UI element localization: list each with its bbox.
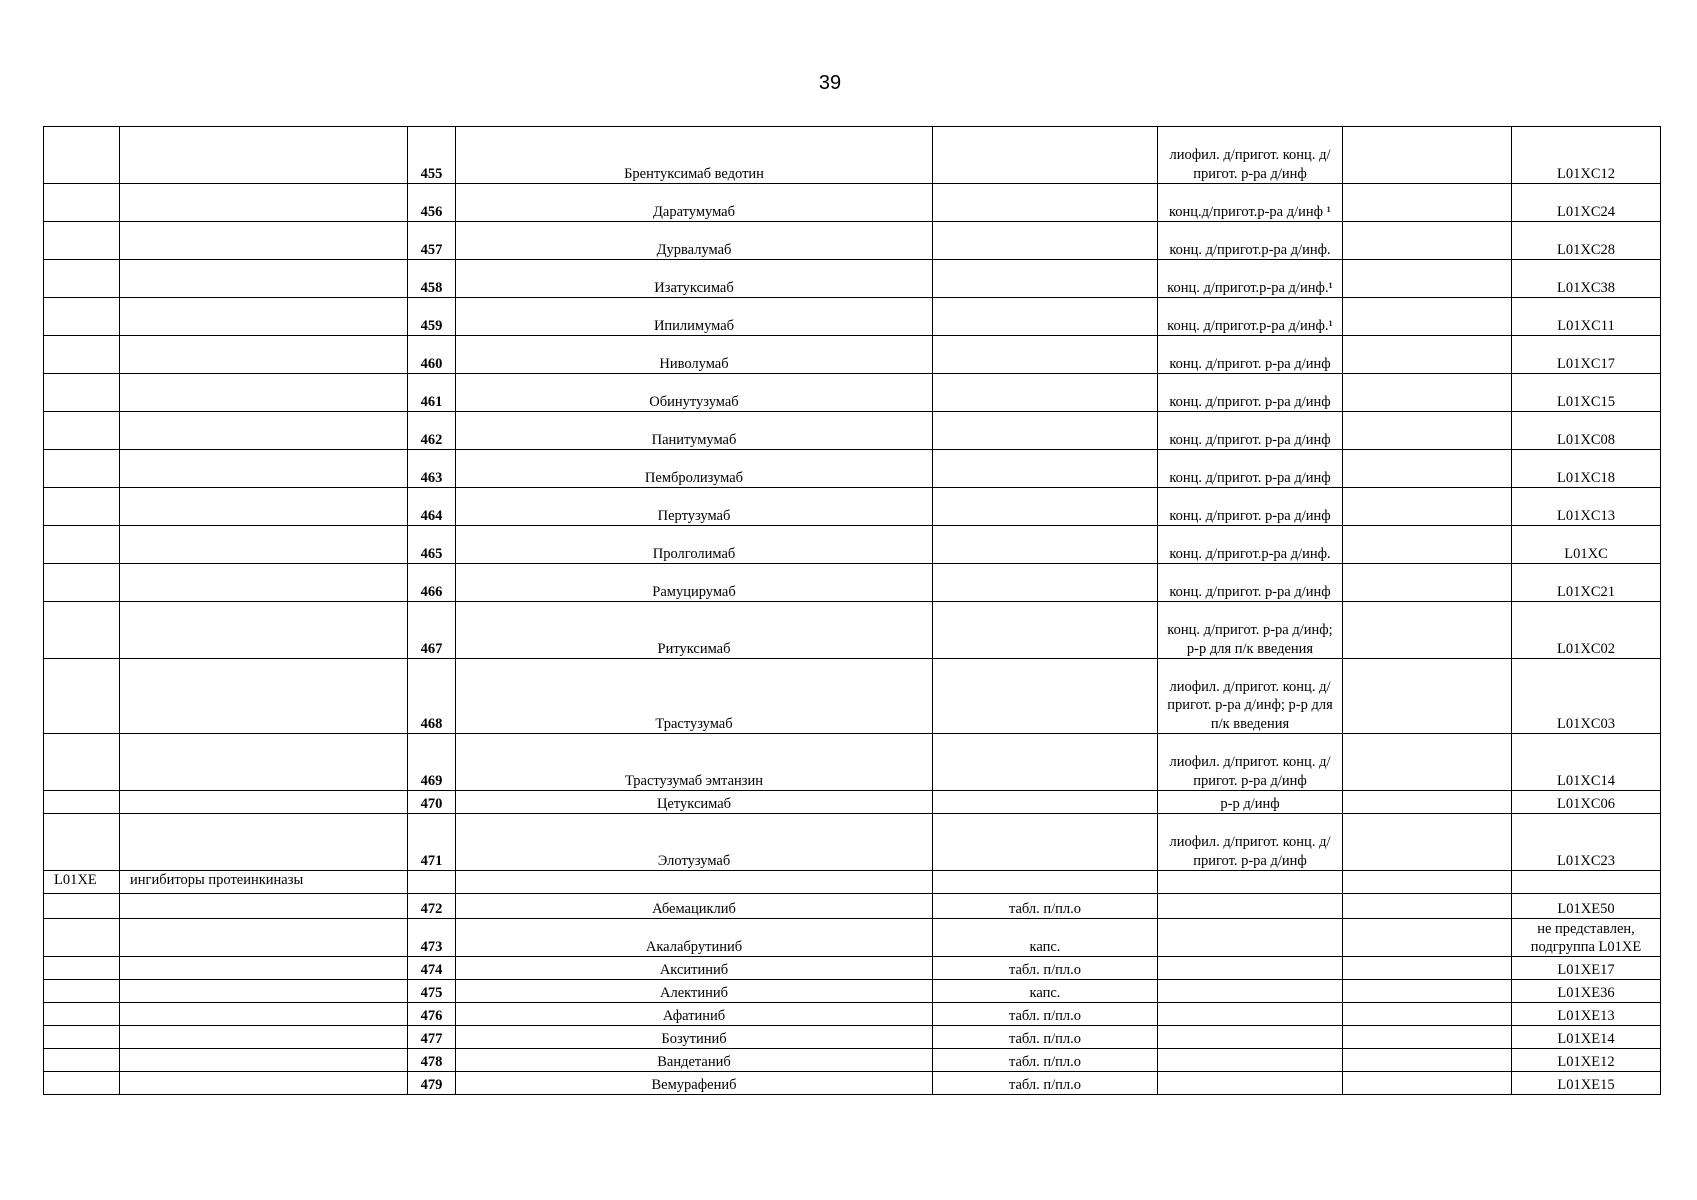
drug-name: Дурвалумаб — [456, 222, 933, 260]
extra-cell — [1343, 336, 1512, 374]
drug-name: Вандетаниб — [456, 1049, 933, 1072]
atc-group-name — [120, 814, 408, 871]
table-row — [44, 659, 1661, 734]
extra-cell — [1343, 659, 1512, 734]
atc-group-name — [120, 222, 408, 260]
atc-group-code — [44, 127, 120, 184]
atc-group-code — [44, 450, 120, 488]
drug-name: Вемурафениб — [456, 1072, 933, 1095]
table-row — [44, 412, 1661, 450]
atc-group-code — [44, 526, 120, 564]
extra-cell — [1343, 919, 1512, 957]
atc-group-code — [44, 1003, 120, 1026]
drug-name: Цетуксимаб — [456, 791, 933, 814]
drug-name: Акалабрутиниб — [456, 919, 933, 957]
atc-group-name — [120, 184, 408, 222]
row-number: 473 — [408, 919, 456, 957]
table-row — [44, 374, 1661, 412]
dosage-form-solution: конц. д/пригот. р-ра д/инф — [1158, 488, 1343, 526]
row-number: 470 — [408, 791, 456, 814]
drug-name: Акситиниб — [456, 957, 933, 980]
dosage-form-tablets — [933, 260, 1158, 298]
atc-code: L01XC02 — [1512, 602, 1661, 659]
dosage-form-solution — [1158, 1003, 1343, 1026]
atc-group-code — [44, 659, 120, 734]
extra-cell — [1343, 488, 1512, 526]
dosage-form-solution: конц. д/пригот.р-ра д/инф.¹ — [1158, 298, 1343, 336]
dosage-form-tablets: капс. — [933, 980, 1158, 1003]
extra-cell — [1343, 374, 1512, 412]
table-row — [44, 526, 1661, 564]
table-row — [44, 184, 1661, 222]
atc-code — [1512, 871, 1661, 894]
row-number: 461 — [408, 374, 456, 412]
row-number: 478 — [408, 1049, 456, 1072]
drug-name: Пролголимаб — [456, 526, 933, 564]
atc-group-name — [120, 1003, 408, 1026]
atc-code: L01XC14 — [1512, 734, 1661, 791]
atc-code: L01XC — [1512, 526, 1661, 564]
table-row — [44, 564, 1661, 602]
drug-table — [43, 126, 1661, 1095]
dosage-form-solution — [1158, 1072, 1343, 1095]
dosage-form-tablets — [933, 127, 1158, 184]
atc-group-code — [44, 260, 120, 298]
extra-cell — [1343, 894, 1512, 919]
dosage-form-solution: конц. д/пригот. р-ра д/инф — [1158, 564, 1343, 602]
drug-name: Изатуксимаб — [456, 260, 933, 298]
dosage-form-solution: конц. д/пригот. р-ра д/инф — [1158, 374, 1343, 412]
dosage-form-tablets — [933, 526, 1158, 564]
atc-group-code — [44, 298, 120, 336]
dosage-form-solution — [1158, 894, 1343, 919]
dosage-form-tablets — [933, 871, 1158, 894]
row-number: 463 — [408, 450, 456, 488]
row-number: 476 — [408, 1003, 456, 1026]
dosage-form-solution: конц.д/пригот.р-ра д/инф ¹ — [1158, 184, 1343, 222]
atc-group-name — [120, 1026, 408, 1049]
row-number: 475 — [408, 980, 456, 1003]
row-number: 468 — [408, 659, 456, 734]
atc-code: L01XC23 — [1512, 814, 1661, 871]
dosage-form-solution — [1158, 919, 1343, 957]
atc-group-code — [44, 734, 120, 791]
dosage-form-tablets — [933, 298, 1158, 336]
table-row — [44, 127, 1661, 184]
atc-group-code — [44, 564, 120, 602]
atc-group-code — [44, 957, 120, 980]
dosage-form-tablets — [933, 488, 1158, 526]
extra-cell — [1343, 980, 1512, 1003]
drug-name: Пембролизумаб — [456, 450, 933, 488]
atc-code: L01XC18 — [1512, 450, 1661, 488]
atc-group-code: L01XE — [44, 871, 120, 894]
table-row — [44, 222, 1661, 260]
row-number: 459 — [408, 298, 456, 336]
dosage-form-tablets: табл. п/пл.о — [933, 1003, 1158, 1026]
dosage-form-solution: конц. д/пригот. р-ра д/инф; р-р для п/к введения — [1158, 602, 1343, 659]
table-row — [44, 260, 1661, 298]
atc-code: L01XC28 — [1512, 222, 1661, 260]
atc-group-code — [44, 814, 120, 871]
extra-cell — [1343, 298, 1512, 336]
dosage-form-tablets — [933, 564, 1158, 602]
atc-group-code — [44, 980, 120, 1003]
table-row — [44, 488, 1661, 526]
dosage-form-tablets — [933, 602, 1158, 659]
table-row — [44, 894, 1661, 919]
dosage-form-tablets — [933, 374, 1158, 412]
atc-group-code — [44, 1072, 120, 1095]
extra-cell — [1343, 734, 1512, 791]
table-row — [44, 336, 1661, 374]
drug-name: Алектиниб — [456, 980, 933, 1003]
atc-group-code — [44, 1049, 120, 1072]
row-number: 460 — [408, 336, 456, 374]
extra-cell — [1343, 526, 1512, 564]
row-number: 469 — [408, 734, 456, 791]
atc-code: L01XC12 — [1512, 127, 1661, 184]
table-row — [44, 1049, 1661, 1072]
atc-group-code — [44, 412, 120, 450]
row-number — [408, 871, 456, 894]
row-number: 472 — [408, 894, 456, 919]
dosage-form-tablets: табл. п/пл.о — [933, 1026, 1158, 1049]
atc-code: L01XE12 — [1512, 1049, 1661, 1072]
atc-code: L01XC24 — [1512, 184, 1661, 222]
drug-name: Рамуцирумаб — [456, 564, 933, 602]
table-row — [44, 1003, 1661, 1026]
row-number: 467 — [408, 602, 456, 659]
atc-group-name — [120, 127, 408, 184]
dosage-form-solution — [1158, 1049, 1343, 1072]
atc-group-name — [120, 260, 408, 298]
row-number: 462 — [408, 412, 456, 450]
atc-group-name — [120, 1072, 408, 1095]
drug-name: Обинутузумаб — [456, 374, 933, 412]
dosage-form-tablets: табл. п/пл.о — [933, 1049, 1158, 1072]
table-row — [44, 602, 1661, 659]
dosage-form-solution — [1158, 957, 1343, 980]
extra-cell — [1343, 222, 1512, 260]
atc-code: L01XC21 — [1512, 564, 1661, 602]
page-number: 39 — [818, 72, 842, 94]
atc-code: L01XC06 — [1512, 791, 1661, 814]
extra-cell — [1343, 814, 1512, 871]
row-number: 466 — [408, 564, 456, 602]
extra-cell — [1343, 1026, 1512, 1049]
atc-group-name — [120, 374, 408, 412]
table-row — [44, 450, 1661, 488]
extra-cell — [1343, 564, 1512, 602]
dosage-form-solution: р-р д/инф — [1158, 791, 1343, 814]
table-body — [44, 127, 1661, 1095]
atc-code: L01XE17 — [1512, 957, 1661, 980]
row-number: 474 — [408, 957, 456, 980]
atc-code: L01XE36 — [1512, 980, 1661, 1003]
atc-group-code — [44, 488, 120, 526]
dosage-form-solution: конц. д/пригот.р-ра д/инф.¹ — [1158, 260, 1343, 298]
dosage-form-solution: конц. д/пригот.р-ра д/инф. — [1158, 222, 1343, 260]
table-row — [44, 1026, 1661, 1049]
extra-cell — [1343, 791, 1512, 814]
dosage-form-solution: конц. д/пригот.р-ра д/инф. — [1158, 526, 1343, 564]
dosage-form-solution — [1158, 980, 1343, 1003]
extra-cell — [1343, 871, 1512, 894]
atc-code: L01XE13 — [1512, 1003, 1661, 1026]
dosage-form-solution: конц. д/пригот. р-ра д/инф — [1158, 412, 1343, 450]
dosage-form-tablets: табл. п/пл.о — [933, 957, 1158, 980]
atc-group-name — [120, 919, 408, 957]
atc-code: L01XC15 — [1512, 374, 1661, 412]
atc-group-code — [44, 374, 120, 412]
extra-cell — [1343, 127, 1512, 184]
dosage-form-tablets — [933, 184, 1158, 222]
atc-group-code — [44, 791, 120, 814]
row-number: 477 — [408, 1026, 456, 1049]
dosage-form-tablets — [933, 450, 1158, 488]
table-row — [44, 1072, 1661, 1095]
drug-name: Пертузумаб — [456, 488, 933, 526]
dosage-form-tablets: табл. п/пл.о — [933, 1072, 1158, 1095]
drug-name: Бозутиниб — [456, 1026, 933, 1049]
table-row — [44, 298, 1661, 336]
atc-group-name — [120, 488, 408, 526]
drug-name: Элотузумаб — [456, 814, 933, 871]
atc-group-name — [120, 791, 408, 814]
table-row — [44, 957, 1661, 980]
row-number: 471 — [408, 814, 456, 871]
dosage-form-tablets — [933, 659, 1158, 734]
table-row — [44, 734, 1661, 791]
dosage-form-tablets — [933, 734, 1158, 791]
row-number: 479 — [408, 1072, 456, 1095]
atc-code: не представлен, подгруппа L01XE — [1512, 919, 1661, 957]
dosage-form-tablets: капс. — [933, 919, 1158, 957]
table-row — [44, 791, 1661, 814]
dosage-form-solution: лиофил. д/пригот. конц. д/пригот. р-ра д/инф — [1158, 814, 1343, 871]
atc-group-name — [120, 298, 408, 336]
row-number: 464 — [408, 488, 456, 526]
atc-group-code — [44, 336, 120, 374]
extra-cell — [1343, 260, 1512, 298]
extra-cell — [1343, 602, 1512, 659]
dosage-form-solution: лиофил. д/пригот. конц. д/пригот. р-ра д/инф; р-р для п/к введения — [1158, 659, 1343, 734]
dosage-form-solution: конц. д/пригот. р-ра д/инф — [1158, 336, 1343, 374]
atc-group-code — [44, 1026, 120, 1049]
table-row — [44, 980, 1661, 1003]
drug-name: Трастузумаб эмтанзин — [456, 734, 933, 791]
drug-name: Абемациклиб — [456, 894, 933, 919]
drug-name: Афатиниб — [456, 1003, 933, 1026]
atc-group-name — [120, 412, 408, 450]
dosage-form-solution: лиофил. д/пригот. конц. д/пригот. р-ра д/инф — [1158, 734, 1343, 791]
atc-code: L01XC08 — [1512, 412, 1661, 450]
atc-code: L01XE15 — [1512, 1072, 1661, 1095]
group-row — [44, 871, 1661, 894]
row-number: 458 — [408, 260, 456, 298]
atc-group-name — [120, 980, 408, 1003]
atc-code: L01XC38 — [1512, 260, 1661, 298]
drug-name — [456, 871, 933, 894]
atc-code: L01XC17 — [1512, 336, 1661, 374]
dosage-form-solution — [1158, 871, 1343, 894]
dosage-form-tablets: табл. п/пл.о — [933, 894, 1158, 919]
atc-group-code — [44, 894, 120, 919]
atc-code: L01XE14 — [1512, 1026, 1661, 1049]
dosage-form-tablets — [933, 814, 1158, 871]
dosage-form-solution — [1158, 1026, 1343, 1049]
atc-code: L01XC13 — [1512, 488, 1661, 526]
atc-group-code — [44, 184, 120, 222]
extra-cell — [1343, 1072, 1512, 1095]
atc-group-code — [44, 602, 120, 659]
table-row — [44, 919, 1661, 957]
atc-group-name — [120, 564, 408, 602]
table-row — [44, 814, 1661, 871]
drug-name: Даратумумаб — [456, 184, 933, 222]
dosage-form-tablets — [933, 412, 1158, 450]
dosage-form-solution: конц. д/пригот. р-ра д/инф — [1158, 450, 1343, 488]
extra-cell — [1343, 1049, 1512, 1072]
drug-name: Ипилимумаб — [456, 298, 933, 336]
atc-code: L01XC11 — [1512, 298, 1661, 336]
drug-name: Ниволумаб — [456, 336, 933, 374]
atc-code: L01XC03 — [1512, 659, 1661, 734]
row-number: 457 — [408, 222, 456, 260]
dosage-form-tablets — [933, 222, 1158, 260]
row-number: 465 — [408, 526, 456, 564]
drug-name: Брентуксимаб ведотин — [456, 127, 933, 184]
dosage-form-solution: лиофил. д/пригот. конц. д/пригот. р-ра д/инф — [1158, 127, 1343, 184]
atc-code: L01XE50 — [1512, 894, 1661, 919]
row-number: 455 — [408, 127, 456, 184]
atc-group-name — [120, 336, 408, 374]
atc-group-name — [120, 957, 408, 980]
drug-name: Панитумумаб — [456, 412, 933, 450]
dosage-form-tablets — [933, 791, 1158, 814]
extra-cell — [1343, 450, 1512, 488]
extra-cell — [1343, 957, 1512, 980]
drug-name: Ритуксимаб — [456, 602, 933, 659]
atc-group-name — [120, 526, 408, 564]
atc-group-name — [120, 450, 408, 488]
atc-group-name — [120, 734, 408, 791]
extra-cell — [1343, 412, 1512, 450]
atc-group-name — [120, 1049, 408, 1072]
atc-group-code — [44, 222, 120, 260]
drug-name: Трастузумаб — [456, 659, 933, 734]
extra-cell — [1343, 1003, 1512, 1026]
atc-group-name — [120, 602, 408, 659]
atc-group-name — [120, 659, 408, 734]
atc-group-name — [120, 894, 408, 919]
atc-group-name: ингибиторы протеинкиназы — [120, 871, 408, 894]
row-number: 456 — [408, 184, 456, 222]
atc-group-code — [44, 919, 120, 957]
dosage-form-tablets — [933, 336, 1158, 374]
extra-cell — [1343, 184, 1512, 222]
